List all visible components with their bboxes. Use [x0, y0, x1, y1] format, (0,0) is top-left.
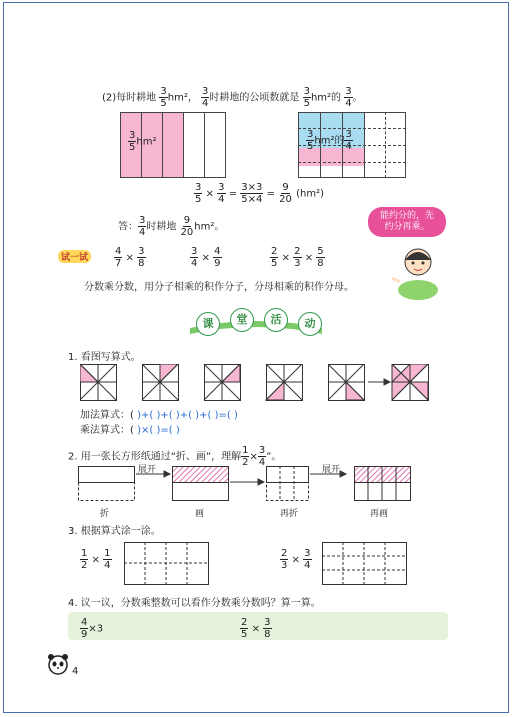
- answer: 答： $\frac{3}{4}$ 时耕地 $\frac{9}{20}$ hm²。: [118, 215, 225, 238]
- product-label: $\frac{3}{5}$ hm²的 $\frac{3}{4}$: [307, 129, 352, 152]
- banner-char: 活: [264, 308, 288, 332]
- q2-line: (2)每时耕地 $\frac{3}{5}$ hm²， $\frac{3}{4}$ 时耕地的公顷数就是 $\frac{3}{5}$ hm²的 $\frac{3}{4}$ 。: [102, 86, 363, 109]
- unfold-label: 展开: [322, 465, 341, 475]
- panda-icon: [46, 652, 70, 676]
- try-expr-1: $\frac{4}{7}$ × $\frac{3}{8}$: [115, 246, 145, 269]
- q2-prefix: (2)每时耕地: [102, 92, 157, 104]
- caption-fold: 折: [100, 509, 110, 519]
- ex3-expr-1: $\frac{1}{2}$ × $\frac{1}{4}$: [81, 548, 111, 571]
- banner-char: 堂: [230, 308, 254, 332]
- fraction-3-4: $\frac{3}{4}$: [202, 86, 209, 109]
- caption-draw: 画: [195, 509, 205, 519]
- ex1-title: 1. 看图写算式。: [68, 352, 141, 363]
- try-expr-3: $\frac{2}{5}$ × $\frac{2}{3}$ × $\frac{5}{8}$: [271, 246, 324, 269]
- ex4-expr-1: $\frac{4}{9}$ ×3: [81, 617, 104, 640]
- try-label: 试一试: [58, 250, 91, 263]
- diagram-label: $\frac{3}{5}$ hm²: [129, 130, 157, 153]
- ex1-squares: [80, 364, 440, 404]
- unfold-label: 展开: [138, 465, 157, 475]
- add-row: 加法算式：( )+( )+( )+( )+( )=( ): [80, 410, 238, 421]
- caption-refold: 再折: [280, 509, 299, 519]
- ex4-title: 4. 议一议，分数乘整数可以看作分数乘分数吗？算一算。: [68, 598, 321, 609]
- caption-redraw: 再画: [370, 509, 389, 519]
- fraction-3-4: $\frac{3}{4}$: [345, 86, 352, 109]
- ex2-diagrams: [78, 464, 418, 504]
- ex2-title: 2. 用一张长方形纸通过“折、画”，理解 $\frac{1}{2}$ × $\frac{3}{4}$ ”。: [68, 445, 282, 468]
- page-number: 4: [72, 666, 79, 677]
- ex3-grid-2: [322, 542, 408, 586]
- girl-illustration: [392, 238, 444, 300]
- ex3-grid-1: [124, 542, 210, 586]
- fraction-3-5: $\frac{3}{5}$: [303, 86, 310, 109]
- ex3-title: 3. 根据算式涂一涂。: [68, 526, 161, 537]
- ex3-expr-2: $\frac{2}{3}$ × $\frac{3}{4}$: [281, 548, 311, 571]
- equation: $\frac{3}{5}$ × $\frac{3}{4}$ = $\frac{3\times 3}{5\times 4}$ = $\frac{9}{20}$ (hm²): [195, 182, 324, 205]
- banner-char: 动: [298, 312, 322, 336]
- hint-bubble: 能约分的，先 约分再乘。: [368, 207, 446, 237]
- try-expr-2: $\frac{3}{4}$ × $\frac{4}{9}$: [191, 246, 221, 269]
- banner-char: 课: [196, 312, 220, 336]
- mul-row: 乘法算式：( )×( )=( ): [80, 425, 180, 436]
- rule-text: 分数乘分数，用分子相乘的积作分子，分母相乘的积作分母。: [84, 282, 354, 293]
- ex4-expr-2: $\frac{2}{5}$ × $\frac{3}{8}$: [241, 617, 271, 640]
- fraction-3-5: $\frac{3}{5}$: [160, 86, 167, 109]
